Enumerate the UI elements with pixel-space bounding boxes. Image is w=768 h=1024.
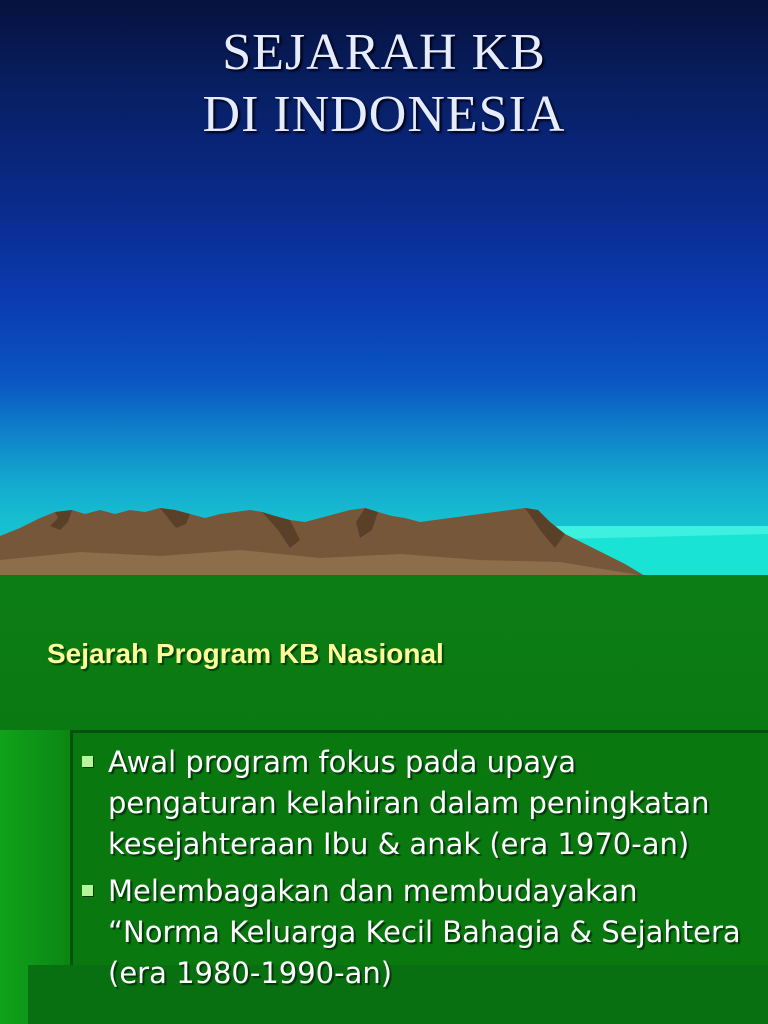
mountain-landscape: [0, 500, 768, 580]
slide-title: [0, 22, 768, 146]
slide-title-line-1: SEJARAH KB: [222, 24, 546, 81]
bullet-list: [80, 742, 750, 1000]
slide-title-line-2: DI INDONESIA: [202, 86, 566, 143]
square-bullet-icon: [82, 756, 93, 767]
bullet-text: Awal program fokus pada upaya pengaturan kelahiran dalam peningkatan kesejahteraan Ibu & anak (era 1970-an): [108, 745, 710, 861]
square-bullet-icon: [82, 885, 93, 896]
bullet-item: [80, 742, 750, 865]
section-subtitle: Sejarah Program KB Nasional: [47, 638, 444, 669]
bullet-text: Melembagakan dan membudayakan “Norma Keluarga Kecil Bahagia & Sejahtera (era 1980-1990-an): [108, 874, 741, 990]
bullet-item: [80, 871, 750, 994]
